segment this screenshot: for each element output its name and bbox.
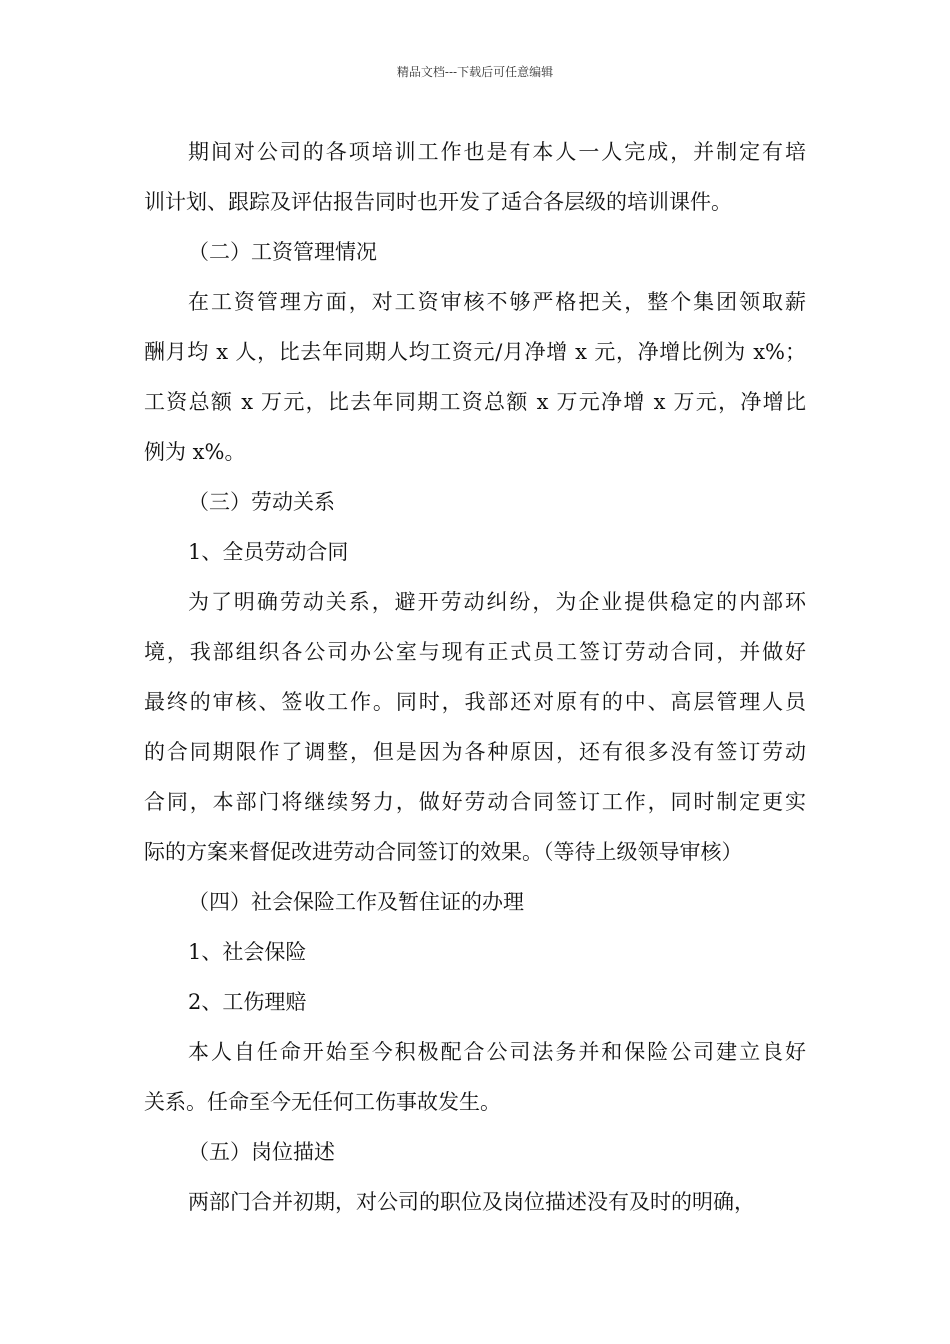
- paragraph-line: 酬月均 x 人，比去年同期人均工资元/月净增 x 元，净增比例为 x%；: [144, 340, 806, 364]
- paragraph-line: 关系。任命至今无任何工伤事故发生。: [144, 1090, 501, 1114]
- paragraph-line: 训计划、跟踪及评估报告同时也开发了适合各层级的培训课件。: [144, 190, 732, 214]
- section-heading: （五）岗位描述: [188, 1140, 335, 1164]
- paragraph-line: 最终的审核、签收工作。同时，我部还对原有的中、高层管理人员: [144, 690, 806, 714]
- subsection-heading: 1、全员劳动合同: [188, 540, 349, 564]
- paragraph-line: 际的方案来督促改进劳动合同签订的效果。（等待上级领导审核）: [144, 840, 743, 864]
- paragraph-line: 工资总额 x 万元，比去年同期工资总额 x 万元净增 x 万元，净增比: [144, 390, 806, 414]
- page-header: 精品文档---下载后可任意编辑: [396, 65, 554, 79]
- section-heading: （三）劳动关系: [188, 490, 335, 514]
- paragraph-line: 本人自任命开始至今积极配合公司法务并和保险公司建立良好: [188, 1040, 806, 1064]
- subsection-heading: 1、社会保险: [188, 940, 307, 964]
- section-heading: （二）工资管理情况: [188, 240, 377, 264]
- paragraph-line: 合同，本部门将继续努力，做好劳动合同签订工作，同时制定更实: [144, 790, 806, 814]
- paragraph-line: 的合同期限作了调整，但是因为各种原因，还有很多没有签订劳动: [144, 740, 806, 764]
- paragraph-line: 在工资管理方面，对工资审核不够严格把关，整个集团领取薪: [188, 290, 806, 314]
- section-heading: （四）社会保险工作及暂住证的办理: [188, 890, 524, 914]
- paragraph-line: 境，我部组织各公司办公室与现有正式员工签订劳动合同，并做好: [144, 640, 806, 664]
- subsection-heading: 2、工伤理赔: [188, 990, 307, 1014]
- paragraph-line: 两部门合并初期，对公司的职位及岗位描述没有及时的明确，: [188, 1190, 755, 1214]
- document-body: [144, 132, 806, 1232]
- paragraph-line: 例为 x%。: [144, 440, 246, 464]
- paragraph-line: 期间对公司的各项培训工作也是有本人一人完成，并制定有培: [188, 140, 806, 164]
- paragraph-line: 为了明确劳动关系，避开劳动纠纷，为企业提供稳定的内部环: [188, 590, 806, 614]
